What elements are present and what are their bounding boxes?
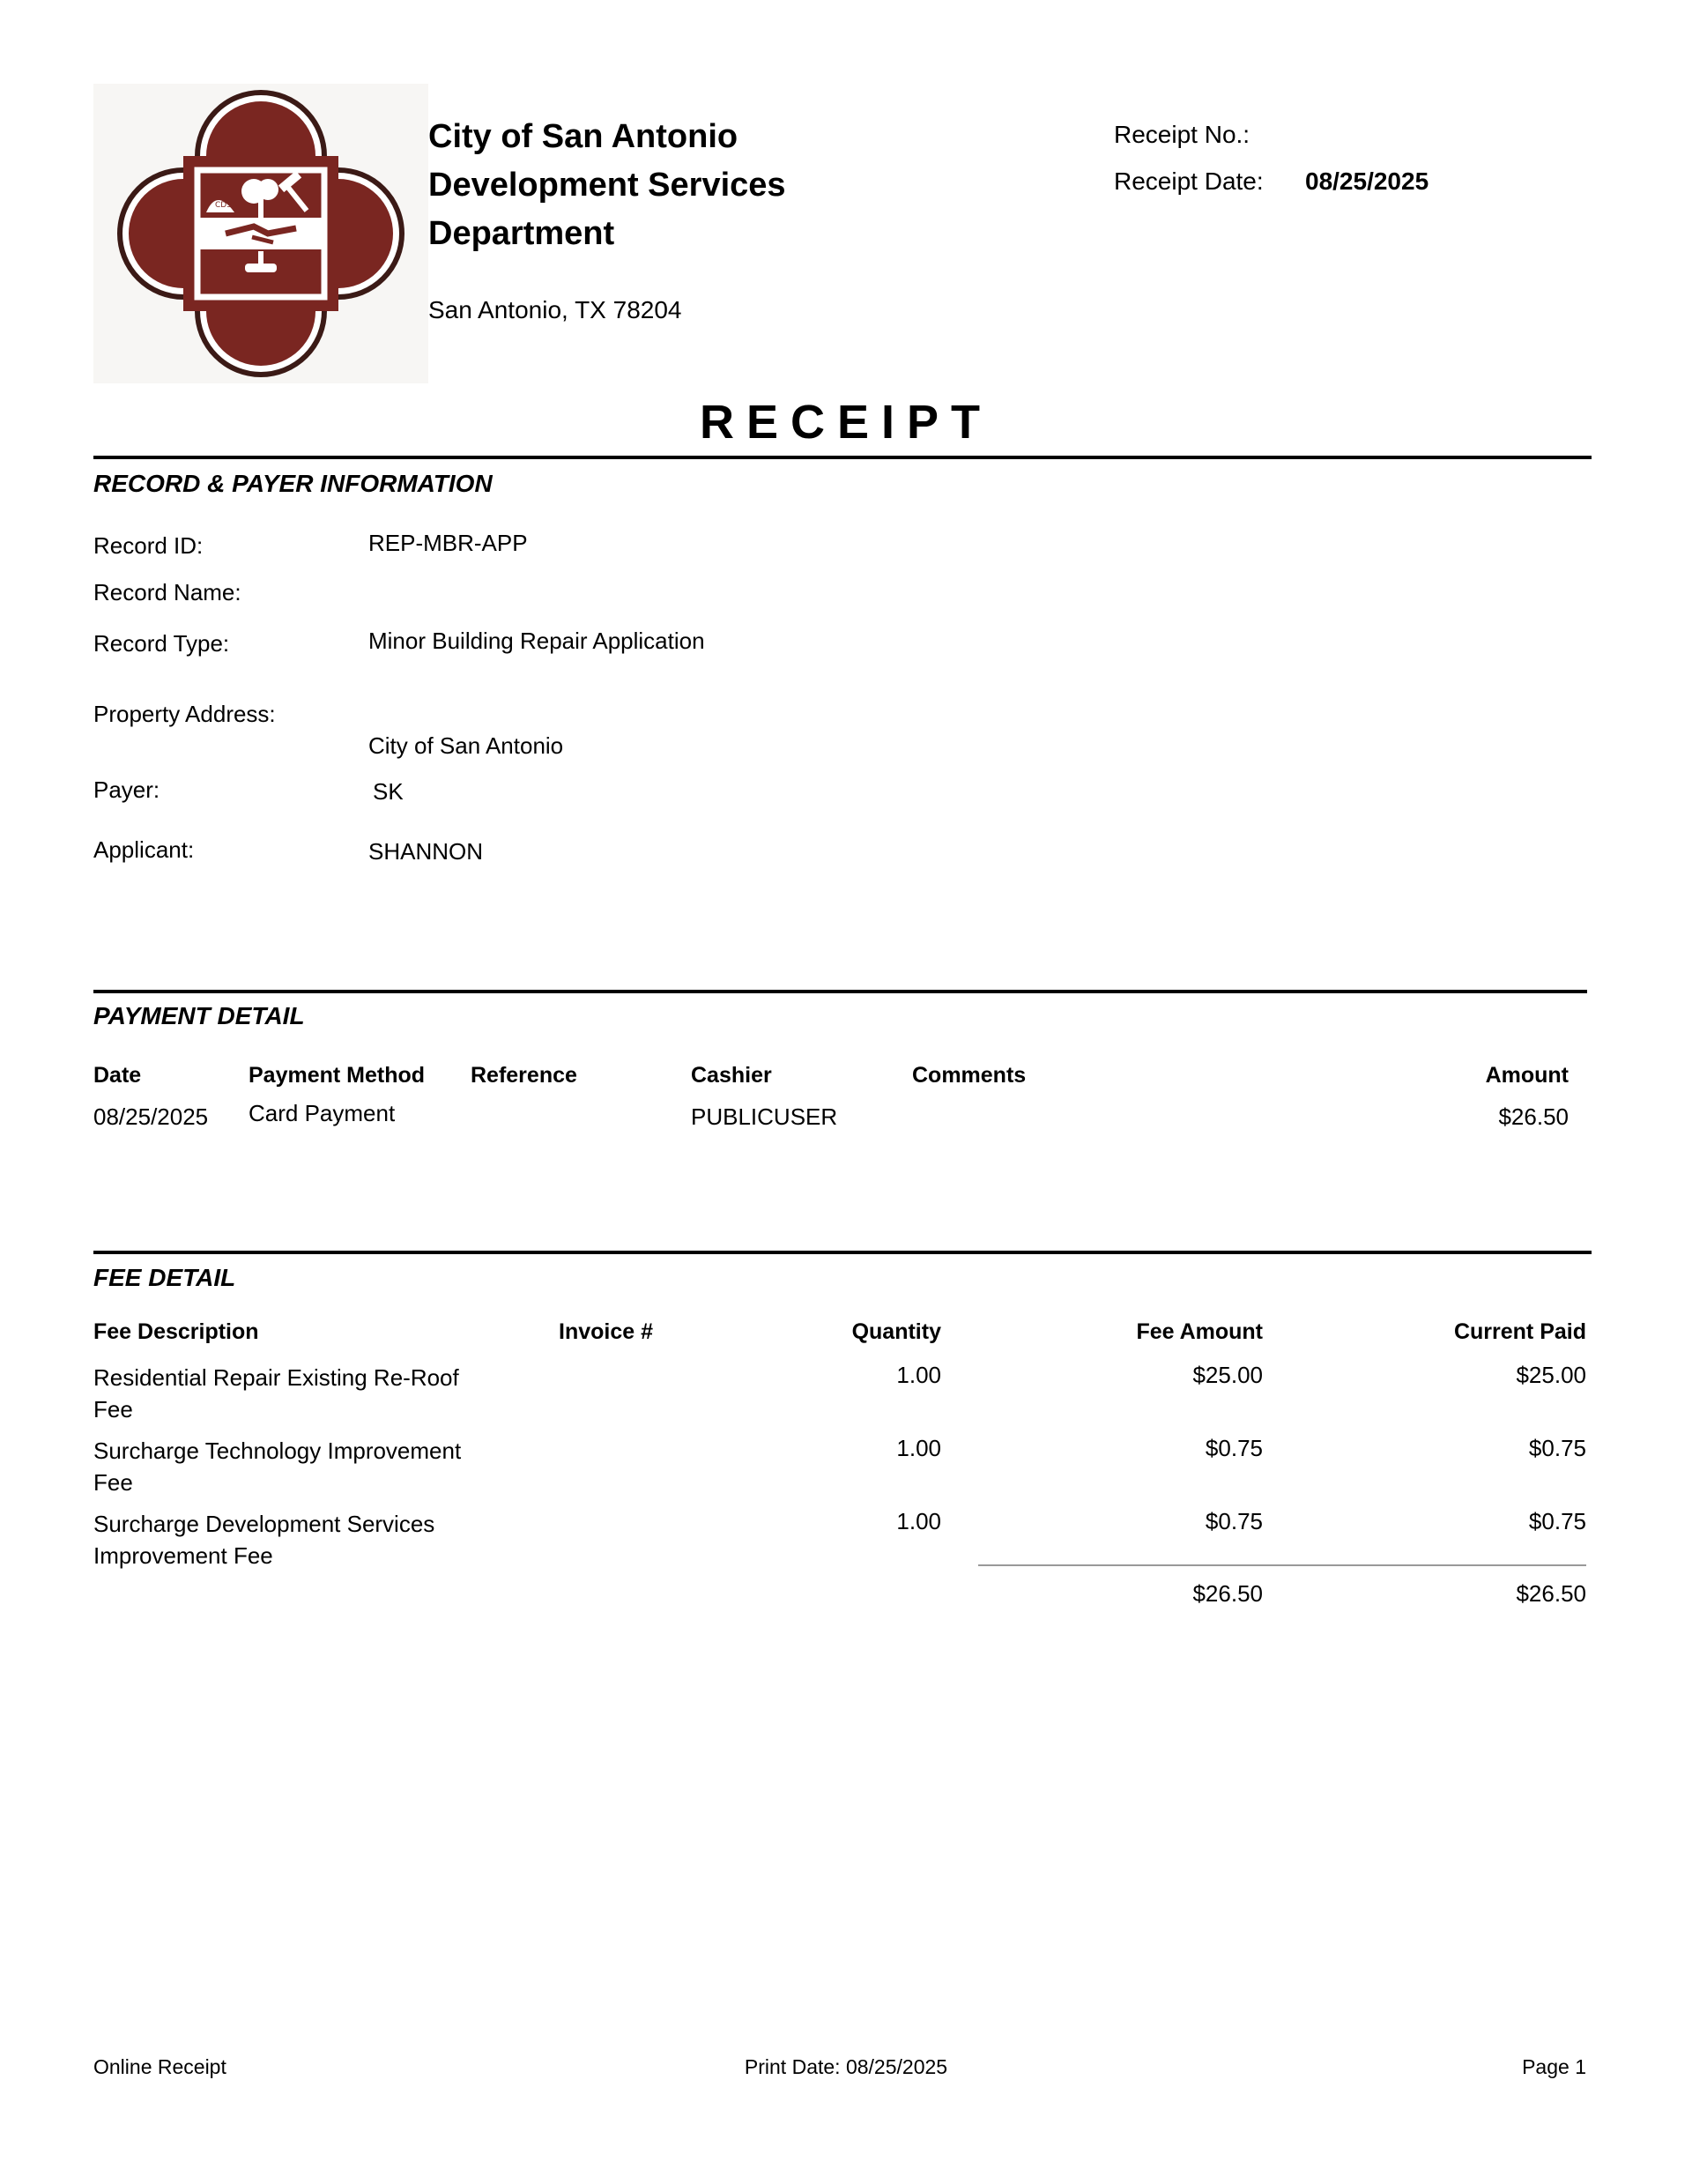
- record-name-label: Record Name:: [93, 579, 241, 605]
- payment-divider: [93, 990, 1587, 993]
- logo-text: CDSA: [215, 201, 238, 210]
- fee-row-amount: $25.00: [1192, 1362, 1263, 1388]
- receipt-no-label: Receipt No.:: [1114, 121, 1250, 148]
- payment-amount: $26.50: [1498, 1103, 1569, 1130]
- title-divider: [93, 456, 1592, 459]
- page-title: RECEIPT: [699, 396, 993, 449]
- cdsa-seal-icon: [93, 84, 428, 383]
- payment-date: 08/25/2025: [93, 1103, 209, 1130]
- record-id-value: REP-MBR-APP: [368, 530, 528, 556]
- applicant-label: Applicant:: [93, 836, 195, 863]
- record-type-label: Record Type:: [93, 630, 230, 657]
- fee-col-fee-amount: Fee Amount: [1136, 1319, 1263, 1344]
- fee-row-amount: $0.75: [1205, 1508, 1263, 1534]
- fee-section-heading: FEE DETAIL: [93, 1264, 236, 1291]
- fee-row-description-line: Improvement Fee: [93, 1542, 273, 1569]
- record-id-label: Record ID:: [93, 532, 204, 559]
- payment-col-date: Date: [93, 1063, 142, 1088]
- fee-row-quantity: 1.00: [896, 1435, 941, 1461]
- fee-row-description-line: Residential Repair Existing Re-Roof: [93, 1364, 459, 1391]
- fee-row-paid: $0.75: [1528, 1508, 1586, 1534]
- payer-value: SK: [373, 778, 404, 805]
- fee-col-current-paid: Current Paid: [1453, 1319, 1586, 1344]
- fee-divider: [93, 1251, 1592, 1254]
- fee-row-description: [93, 1362, 459, 1425]
- fee-row-description-line: Surcharge Development Services: [93, 1511, 435, 1537]
- organization-name: [428, 113, 786, 258]
- fee-row-quantity: 1.00: [896, 1362, 941, 1388]
- fee-row-description: [93, 1435, 461, 1498]
- org-line-3: Department: [428, 215, 615, 252]
- payer-label: Payer:: [93, 776, 160, 803]
- fee-row-description-line: Fee: [93, 1469, 133, 1496]
- org-line-2: Development Services: [428, 167, 786, 204]
- fee-col-invoice: Invoice #: [559, 1319, 653, 1344]
- payment-col-reference: Reference: [471, 1063, 577, 1088]
- receipt-date-value: 08/25/2025: [1305, 167, 1429, 195]
- department-logo: [93, 84, 428, 383]
- payment-section-heading: PAYMENT DETAIL: [93, 1002, 305, 1029]
- fee-col-description: Fee Description: [93, 1319, 259, 1344]
- org-line-1: City of San Antonio: [428, 118, 738, 155]
- payment-cashier: PUBLICUSER: [691, 1103, 838, 1130]
- fee-total-amount: $26.50: [1192, 1580, 1263, 1607]
- payment-method: Card Payment: [249, 1100, 396, 1126]
- property-address-value: City of San Antonio: [368, 732, 564, 759]
- fee-col-quantity: Quantity: [851, 1319, 941, 1344]
- fee-total-paid: $26.50: [1516, 1580, 1586, 1607]
- fee-row-quantity: 1.00: [896, 1508, 941, 1534]
- applicant-value: SHANNON: [368, 838, 484, 865]
- property-address-label: Property Address:: [93, 701, 276, 727]
- fee-row-description-line: Fee: [93, 1396, 133, 1423]
- fee-row-paid: $25.00: [1516, 1362, 1586, 1388]
- totals-divider: [978, 1564, 1586, 1566]
- payment-col-amount: Amount: [1485, 1063, 1569, 1088]
- payment-col-comments: Comments: [912, 1063, 1027, 1088]
- payment-col-cashier: Cashier: [691, 1063, 772, 1088]
- footer-receipt-type: Online Receipt: [93, 2055, 226, 2078]
- footer-print-date: Print Date: 08/25/2025: [744, 2055, 948, 2078]
- payment-col-method: Payment Method: [249, 1063, 426, 1088]
- fee-row-amount: $0.75: [1205, 1435, 1263, 1461]
- fee-row-description-line: Surcharge Technology Improvement: [93, 1437, 462, 1464]
- fee-row-paid: $0.75: [1528, 1435, 1586, 1461]
- footer-page-number: Page 1: [1522, 2055, 1586, 2078]
- organization-address: San Antonio, TX 78204: [428, 296, 682, 323]
- receipt-date-label: Receipt Date:: [1114, 167, 1264, 195]
- fee-row-description: [93, 1508, 434, 1571]
- record-section-heading: RECORD & PAYER INFORMATION: [93, 470, 493, 497]
- record-type-value: Minor Building Repair Application: [368, 628, 705, 654]
